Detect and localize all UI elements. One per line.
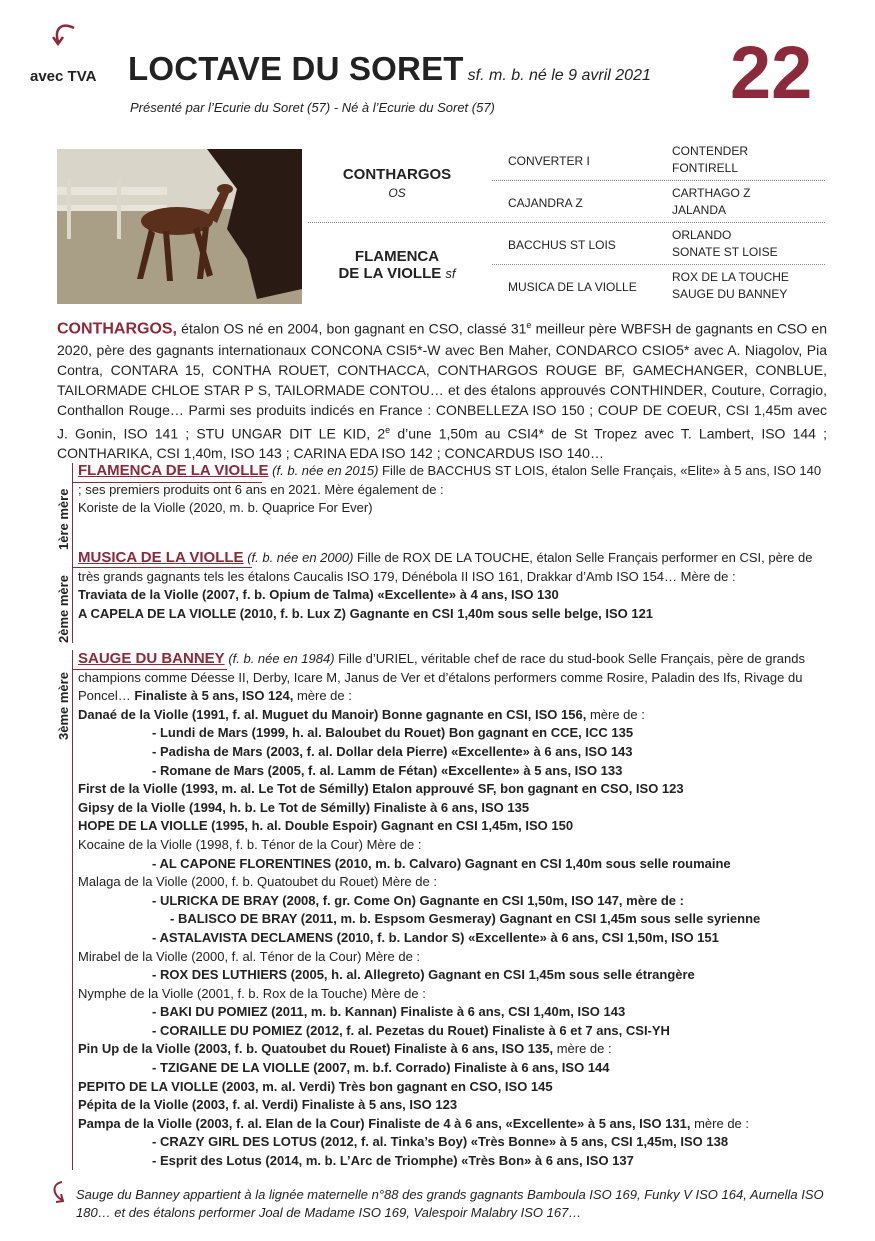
tva-label: avec TVA (30, 68, 97, 85)
mere1-section: FLAMENCA DE LA VIOLLE (f. b. née en 2015) Fille de BACCHUS ST LOIS, étalon Selle Français, «Elite» à 5 ans, ISO 140 ; ses premiers produits ont 6 ans en 2021. Mère également de : Koriste de la Violle (2020, m. b. Quaprice For Ever) (78, 462, 828, 518)
mere1-name: FLAMENCA DE LA VIOLLE (78, 462, 269, 479)
list-item: - ULRICKA DE BRAY (2008, f. gr. Come On) Gagnante en CSI 1,50m, ISO 147, mère de : (152, 892, 684, 908)
list-item: Gipsy de la Violle (1994, h. b. Le Tot de Sémilly) Finaliste à 6 ans, ISO 135 (78, 799, 530, 815)
lot-number: 22 (730, 31, 813, 114)
horse-title (128, 50, 651, 88)
curved-arrow-icon (52, 22, 82, 52)
list-item: Mirabel de la Violle (2000, f. al. Ténor de la Cour) Mère de : (78, 948, 421, 964)
footer-arrow-icon (50, 1180, 72, 1204)
list-item: - Romane de Mars (2005, f. al. Lamm de Fétan) «Excellente» à 5 ans, ISO 133 (152, 762, 623, 778)
list-item: - TZIGANE DE LA VIOLLE (2007, m. b.f. Corrado) Finaliste à 6 ans, ISO 144 (152, 1060, 610, 1076)
pedigree-gen3-2: CARTHAGO Z (672, 186, 751, 200)
horse-name: LOCTAVE DU SORET (128, 50, 464, 87)
mere3-section: SAUGE DU BANNEY (f. b. née en 1984) Fille d’URIEL, véritable chef de race du stud-book Selle Français, père de grands champions comme Déesse II, Derby, Icare M, Janus de Ver et d’étalons performers comme Rosire, Paladin des Ifs, Rivage du Poncel… Finaliste à 5 ans, ISO 124, mère de : Danaé de la Violle (1991, f. al. Muguet du Manoir) Bonne gagnante en CSI, ISO 156, mère de : - Lundi de Mars (1999, h. al. Baloubet du Rouet) Bon gagnant en CCE, ICC 135 - Padisha de Mars (2003, f. al. Dollar dela Pierre) «Excellente» à 6 ans, ISO 143 - Romane de Mars (2005, f. al. Lamm de Fétan) «Excellente» à 5 ans, ISO 133 First de la Violle (1993, m. al. Le Tot de Sémilly) Etalon approuvé SF, bon gagnant en CSO, ISO 123 Gipsy de la Violle (1994, h. b. Le Tot de Sémilly) Finaliste à 6 ans, ISO 135 HOPE DE LA VIOLLE (1995, h. al. Double Espoir) Gagnant en CSI 1,45m, ISO 150 Kocaine de la Violle (1998, f. b. Ténor de la Cour) Mère de : - AL CAPONE FLORENTINES (2010, m. b. Calvaro) Gagnant en CSI 1,40m sous selle roumaine Malaga de la Violle (2000, f. b. Quatoubet du Rouet) Mère de : - ULRICKA DE BRAY (2008, f. gr. Come On) Gagnante en CSI 1,50m, ISO 147, mère de : - BALISCO DE BRAY (2011, m. b. Espsom Gesmeray) Gagnant en CSI 1,45m sous selle syrienne - ASTALAVISTA DECLAMENS (2010, f. b. Landor S) «Excellente» à 6 ans, CSI 1,50m, ISO 151 Mirabel de la Violle (2000, f. al. Ténor de la Cour) Mère de : - ROX DES LUTHIERS (2005, h. al. Allegreto) Gagnant en CSI 1,45m sous selle étrangère Nymphe de la Violle (2001, f. b. Rox de la Touche) Mère de : - BAKI DU POMIEZ (2011, m. b. Kannan) Finaliste à 6 ans, CSI 1,40m, ISO 143 - CORAILLE DU POMIEZ (2012, f. al. Pezetas du Rouet) Finaliste à 6 et 7 ans, CSI-YH Pin Up de la Violle (2003, f. b. Quatoubet du Rouet) Finaliste à 6 ans, ISO 135, mère de : - TZIGANE DE LA VIOLLE (2007, m. b.f. Corrado) Finaliste à 6 ans, ISO 144 PEPITO DE LA VIOLLE (2003, m. al. Verdi) Très bon gagnant en CSO, ISO 145 Pépita de la Violle (2003, f. al. Verdi) Finaliste à 5 ans, ISO 123 Pampa de la Violle (2003, f. al. Elan de la Cour) Finaliste de 4 à 6 ans, «Excellente» à 5 ans, ISO 131, mère de : - CRAZY GIRL DES LOTUS (2012, f. al. Tinka’s Boy) «Très Bonne» à 5 ans, CSI 1,45m, ISO 138 - Esprit des Lotus (2014, m. b. L’Arc de Triomphe) «Très Bon» à 6 ans, ISO 137 (78, 650, 828, 1171)
list-item: - BALISCO DE BRAY (2011, m. b. Espsom Gesmeray) Gagnant en CSI 1,45m sous selle syrienne (170, 911, 761, 927)
pedigree-dam-line2: DE LA VIOLLE (338, 265, 442, 282)
mere2-line: Traviata de la Violle (2007, f. b. Opium de Talma) «Excellente» à 4 ans, ISO 130 (78, 587, 559, 603)
list-item: - CORAILLE DU POMIEZ (2012, f. al. Pezetas du Rouet) Finaliste à 6 et 7 ans, CSI-YH (152, 1022, 670, 1038)
pedigree-divider (492, 264, 825, 265)
list-item: - Padisha de Mars (2003, f. al. Dollar dela Pierre) «Excellente» à 6 ans, ISO 143 (152, 743, 633, 759)
pedigree-gen3-5: SONATE ST LOISE (672, 245, 778, 259)
section-line (72, 463, 73, 548)
list-item: - ROX DES LUTHIERS (2005, h. al. Allegreto) Gagnant en CSI 1,45m sous selle étrangère (152, 967, 695, 983)
list-item: HOPE DE LA VIOLLE (1995, h. al. Double Espoir) Gagnant en CSI 1,45m, ISO 150 (78, 818, 574, 834)
pedigree-gen3-7: SAUGE DU BANNEY (672, 287, 788, 301)
list-item: Pampa de la Violle (2003, f. al. Elan de la Cour) Finaliste de 4 à 6 ans, «Excellente» à 5 ans, ISO 131, mère de : (78, 1115, 750, 1131)
mere3-label: 3ème mère (56, 672, 71, 740)
list-item: - Lundi de Mars (1999, h. al. Baloubet du Rouet) Bon gagnant en CCE, ICC 135 (152, 725, 634, 741)
pedigree-gen3-1: FONTIRELL (672, 161, 739, 175)
list-item: - CRAZY GIRL DES LOTUS (2012, f. al. Tinka’s Boy) «Très Bonne» à 5 ans, CSI 1,45m, ISO 138 (152, 1134, 729, 1150)
pedigree-gen3-6: ROX DE LA TOUCHE (672, 270, 789, 284)
list-item: - BAKI DU POMIEZ (2011, m. b. Kannan) Finaliste à 6 ans, CSI 1,40m, ISO 143 (152, 1004, 626, 1020)
section-line (72, 650, 73, 1170)
pedigree-gen3-0: CONTENDER (672, 144, 749, 158)
footer-note: Sauge du Banney appartient à la lignée maternelle n°88 des grands gagnants Bamboula ISO 169, Funky V ISO 164, Aurnella ISO 180… et des étalons performer Joal de Madame ISO 169, Valespoir Malabry ISO 167… (76, 1187, 824, 1220)
mere2-line: A CAPELA DE LA VIOLLE (2010, f. b. Lux Z) Gagnante en CSI 1,40m sous selle belge, ISO 121 (78, 605, 654, 621)
mere2-name: MUSICA DE LA VIOLLE (78, 549, 244, 566)
list-item: Danaé de la Violle (1991, f. al. Muguet du Manoir) Bonne gagnante en CSI, ISO 156, mère de : (78, 706, 645, 722)
mere2-section: MUSICA DE LA VIOLLE (f. b. née en 2000) Fille de ROX DE LA TOUCHE, étalon Selle Français performer en CSI, père de très grands gagnants tels les étalons Caucalis ISO 179, Dénébola II ISO 161, Drakkar d’Amb ISO 154… Mère de : Traviata de la Violle (2007, f. b. Opium de Talma) «Excellente» à 4 ans, ISO 130 A CAPELA DE LA VIOLLE (2010, f. b. Lux Z) Gagnante en CSI 1,40m sous selle belge, ISO 121 (78, 549, 828, 623)
mere3-name: SAUGE DU BANNEY (78, 650, 225, 667)
mere2-label: 2ème mère (56, 575, 71, 643)
list-item: Nymphe de la Violle (2001, f. b. Rox de la Touche) Mère de : (78, 985, 426, 1001)
sire-lead: CONTHARGOS, (57, 320, 177, 338)
pedigree-dam (322, 248, 472, 282)
pedigree-sire-stud: OS (388, 186, 406, 200)
foal-photo (57, 149, 302, 304)
pedigree-gen2-1: CAJANDRA Z (508, 196, 583, 210)
list-item: - Esprit des Lotus (2014, m. b. L’Arc de Triomphe) «Très Bon» à 6 ans, ISO 137 (152, 1153, 634, 1169)
list-item: First de la Violle (1993, m. al. Le Tot de Sémilly) Etalon approuvé SF, bon gagnant en CSO, ISO 123 (78, 781, 684, 797)
pedigree-sire: CONTHARGOS (342, 166, 452, 183)
pedigree-gen3-4: ORLANDO (672, 228, 732, 242)
list-item: Pin Up de la Violle (2003, f. b. Quatoubet du Rouet) Finaliste à 6 ans, ISO 135, mère de : (78, 1041, 612, 1057)
pedigree-divider (492, 180, 825, 181)
pedigree-gen2-2: BACCHUS ST LOIS (508, 238, 616, 252)
list-item: - AL CAPONE FLORENTINES (2010, m. b. Calvaro) Gagnant en CSI 1,40m sous selle roumaine (152, 855, 731, 871)
pedigree-dam-stud: sf (445, 266, 456, 281)
presented-by: Présenté par l’Ecurie du Soret (57) - Né à l’Ecurie du Soret (57) (130, 100, 495, 115)
pedigree-gen3-3: JALANDA (672, 203, 727, 217)
list-item: Kocaine de la Violle (1998, f. b. Ténor de la Cour) Mère de : (78, 836, 422, 852)
mere1-label: 1ère mère (56, 488, 71, 550)
pedigree-gen2-0: CONVERTER I (508, 154, 590, 168)
list-item: PEPITO DE LA VIOLLE (2003, m. al. Verdi) Très bon gagnant en CSO, ISO 145 (78, 1078, 553, 1094)
list-item: Malaga de la Violle (2000, f. b. Quatoubet du Rouet) Mère de : (78, 874, 437, 890)
list-item: Pépita de la Violle (2003, f. al. Verdi) Finaliste à 5 ans, ISO 123 (78, 1097, 458, 1113)
sire-description: CONTHARGOS, étalon OS né en 2004, bon gagnant en CSO, classé 31e meilleur père WBFSH de gagnants en CSO en 2020, père des gagnants internationaux CONCONA CSI5*-W avec Ben Maher, CONDARCO CSIO5* avec A. Niagolov, Pia Contra, CONTARA 15, CONTHA ROUET, CONTHACCA, CONTHARGOS ROUGE BF, GAMECHANGER, CONBLUE, TAILORMADE CHLOE STAR P S, TAILORMADE CONTOU… et des étalons approuvés CONTHINDER, Couture, Corragio, Conthallon Rouge… Parmi ses produits indicés en France : CONBELLEZA ISO 150 ; COUP DE COEUR, CSI 1,45m avec J. Gonin, ISO 141 ; STU UNGAR DIT LE KID, 2e d’une 1,50m au CSI4* de St Tropez avec T. Lambert, ISO 144 ; CONTHARIKA, CSI 1,40m, ISO 143 ; CARINA EDA ISO 142 ; CONCARDUS ISO 140… (57, 320, 828, 462)
pedigree-gen2-3: MUSICA DE LA VIOLLE (508, 280, 637, 294)
section-line (72, 548, 73, 643)
horse-description: sf. m. b. né le 9 avril 2021 (467, 67, 651, 84)
mere1-line: Koriste de la Violle (2020, m. b. Quaprice For Ever) (78, 500, 373, 516)
pedigree-divider (308, 222, 825, 223)
pedigree-dam-line1: FLAMENCA (354, 248, 440, 265)
list-item: - ASTALAVISTA DECLAMENS (2010, f. b. Landor S) «Excellente» à 6 ans, CSI 1,50m, ISO 151 (152, 929, 719, 945)
